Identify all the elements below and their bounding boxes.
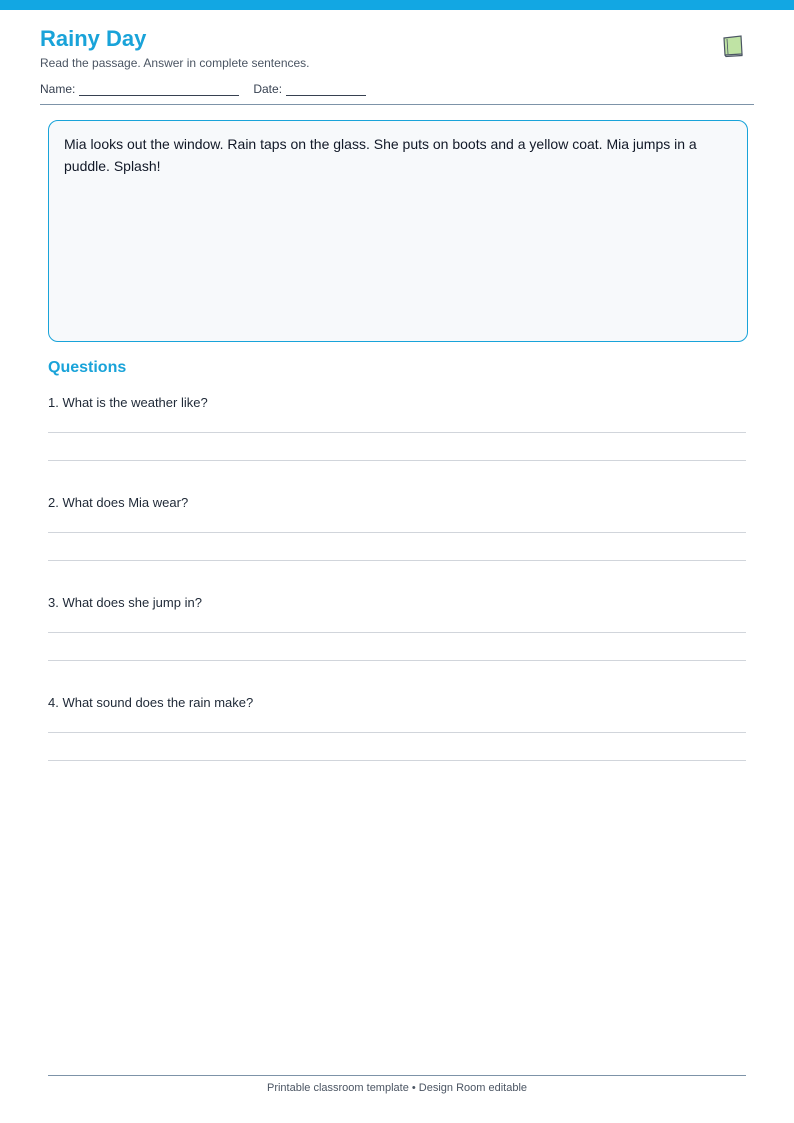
instructions: Read the passage. Answer in complete sentences.	[40, 56, 310, 70]
name-date-row	[40, 82, 366, 96]
answer-line[interactable]	[48, 632, 746, 633]
footer-divider	[48, 1075, 746, 1076]
question-4	[48, 695, 746, 710]
answer-line[interactable]	[48, 532, 746, 533]
passage-box	[48, 120, 748, 342]
top-accent-bar	[0, 0, 794, 10]
answer-line[interactable]	[48, 560, 746, 561]
answer-line[interactable]	[48, 660, 746, 661]
question-text: 1. What is the weather like?	[48, 395, 208, 410]
passage-text: Mia looks out the window. Rain taps on the glass. She puts on boots and a yellow coat. Mia jumps in a puddle. Splash!	[64, 136, 697, 174]
answer-line[interactable]	[48, 760, 746, 761]
question-text: 3. What does she jump in?	[48, 595, 202, 610]
header-divider	[40, 104, 754, 105]
answer-line[interactable]	[48, 460, 746, 461]
name-label: Name:	[40, 82, 76, 96]
answer-line[interactable]	[48, 432, 746, 433]
question-text: 2. What does Mia wear?	[48, 495, 189, 510]
page-title: Rainy Day	[40, 26, 147, 51]
question-text: 4. What sound does the rain make?	[48, 695, 254, 710]
answer-line[interactable]	[48, 732, 746, 733]
question-3	[48, 595, 746, 610]
questions-heading: Questions	[48, 359, 127, 376]
book-icon	[722, 34, 744, 58]
question-1	[48, 395, 746, 410]
question-2	[48, 495, 746, 510]
date-field[interactable]	[286, 84, 366, 96]
footer-text: Printable classroom template • Design Room editable	[266, 1082, 528, 1094]
name-field[interactable]	[79, 84, 239, 96]
date-label: Date:	[253, 82, 283, 96]
